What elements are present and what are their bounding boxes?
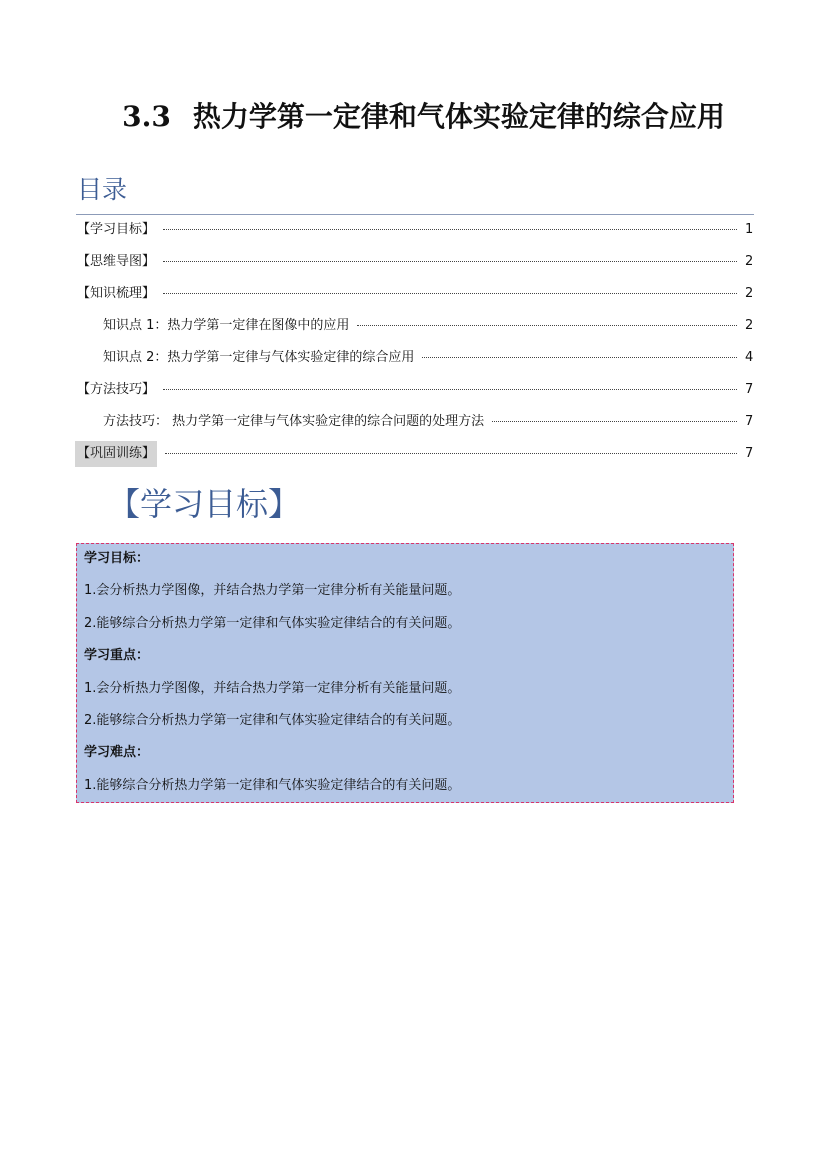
toc-leader-dots [422, 357, 737, 358]
toc-entry-knowledge-review[interactable] [77, 281, 753, 313]
toc-leader-dots [163, 261, 737, 262]
toc-entry-page: 1 [745, 222, 754, 237]
toc-entry-knowledge-point-2[interactable] [77, 345, 753, 377]
section-heading-learning-goals: 【学习目标】 [108, 485, 301, 523]
toc-entry-method-detail[interactable] [77, 409, 753, 441]
toc-entry-label[interactable]: 【思维导图】 [77, 254, 156, 269]
toc-entry-page: 2 [745, 254, 754, 269]
goal-item: 2.能够综合分析热力学第一定律和气体实验定律结合的有关问题。 [84, 615, 461, 631]
toc-entry-page: 7 [745, 414, 754, 429]
toc-leader-dots [163, 293, 737, 294]
toc-entry-page: 4 [745, 350, 754, 365]
document-title [0, 97, 827, 137]
toc-leader-dots [165, 453, 737, 454]
toc-entry-label[interactable]: 【学习目标】 [77, 222, 156, 237]
table-of-contents [77, 217, 753, 473]
toc-divider [76, 214, 754, 215]
toc-entry-learning-goals[interactable] [77, 217, 753, 249]
goals-subheading: 学习目标： [84, 551, 150, 566]
toc-entry-label[interactable]: 知识点 2：热力学第一定律与气体实验定律的综合应用 [103, 350, 415, 365]
learning-goals-box [76, 543, 734, 803]
title-number: 3.3 [122, 100, 171, 133]
toc-entry-methods[interactable] [77, 377, 753, 409]
key-points-subheading: 学习重点： [84, 648, 150, 664]
toc-entry-label[interactable]: 知识点 1：热力学第一定律在图像中的应用 [103, 318, 350, 333]
toc-entry-page: 7 [745, 446, 754, 461]
difficulties-subheading: 学习难点： [84, 745, 150, 761]
toc-entry-label[interactable]: 【方法技巧】 [77, 382, 156, 397]
toc-entry-label[interactable]: 【巩固训练】 [75, 441, 157, 467]
difficulty-item: 1.能够综合分析热力学第一定律和气体实验定律结合的有关问题。 [84, 777, 461, 793]
toc-entry-mind-map[interactable] [77, 249, 753, 281]
toc-leader-dots [163, 229, 737, 230]
toc-entry-page: 7 [745, 382, 754, 397]
toc-leader-dots [357, 325, 737, 326]
toc-entry-practice[interactable] [77, 441, 753, 473]
title-text: 热力学第一定律和气体实验定律的综合应用 [192, 100, 725, 133]
toc-entry-label[interactable]: 方法技巧： 热力学第一定律与气体实验定律的综合问题的处理方法 [103, 414, 485, 429]
toc-entry-label[interactable]: 【知识梳理】 [77, 286, 156, 301]
toc-entry-knowledge-point-1[interactable] [77, 313, 753, 345]
key-point-item: 1.会分析热力学图像，并结合热力学第一定律分析有关能量问题。 [84, 680, 461, 696]
toc-entry-page: 2 [745, 318, 754, 333]
key-point-item: 2.能够综合分析热力学第一定律和气体实验定律结合的有关问题。 [84, 712, 461, 728]
toc-heading: 目录 [77, 175, 128, 204]
toc-entry-page: 2 [745, 286, 754, 301]
toc-leader-dots [492, 421, 737, 422]
goal-item: 1.会分析热力学图像，并结合热力学第一定律分析有关能量问题。 [84, 583, 461, 599]
toc-leader-dots [163, 389, 737, 390]
